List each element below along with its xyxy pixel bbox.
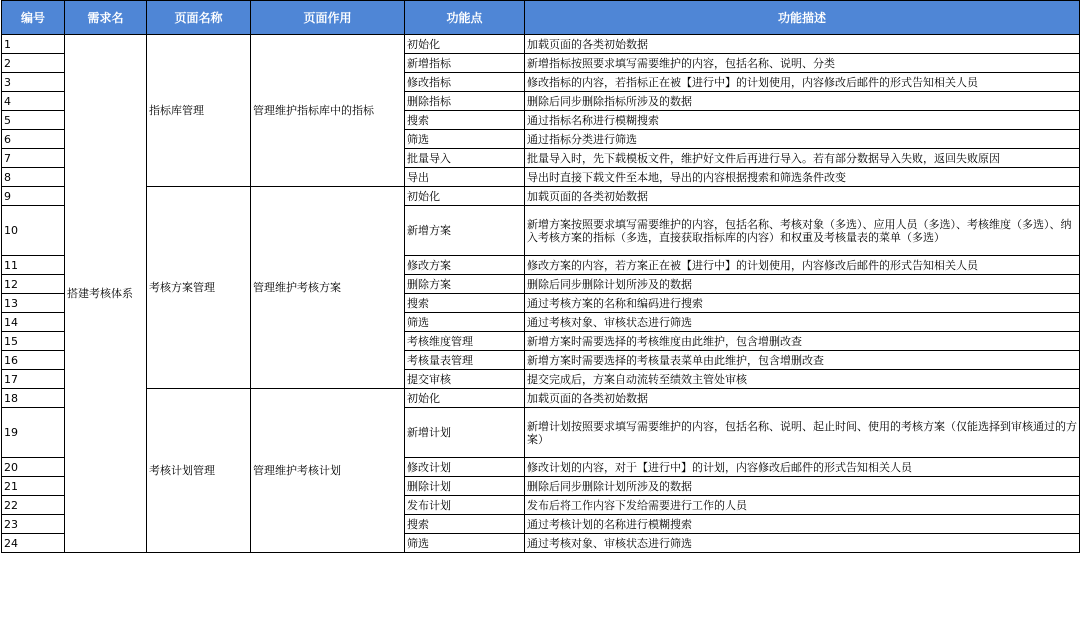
description-cell: 通过考核计划的名称进行模糊搜索	[525, 515, 1080, 534]
feature-cell: 导出	[405, 168, 525, 187]
description-cell: 新增方案按照要求填写需要维护的内容，包括名称、考核对象（多选）、应用人员（多选）、考核维度（多选）、纳入考核方案的指标（多选，直接获取指标库的内容）和权重及考核量表的菜单（多选）	[525, 206, 1080, 256]
description-cell: 新增计划按照要求填写需要维护的内容，包括名称、说明、起止时间、使用的考核方案（仅能选择到审核通过的方案）	[525, 408, 1080, 458]
page-purpose-cell: 管理维护指标库中的指标	[251, 35, 405, 187]
page-name-cell: 指标库管理	[147, 35, 251, 187]
table-row	[2, 187, 1080, 206]
description-cell: 提交完成后，方案自动流转至绩效主管处审核	[525, 370, 1080, 389]
row-id: 6	[2, 130, 65, 149]
description-cell: 删除后同步删除计划所涉及的数据	[525, 275, 1080, 294]
description-cell: 修改计划的内容，对于【进行中】的计划，内容修改后邮件的形式告知相关人员	[525, 458, 1080, 477]
header-feature: 功能点	[405, 1, 525, 35]
feature-cell: 筛选	[405, 313, 525, 332]
row-id: 4	[2, 92, 65, 111]
table-row	[2, 389, 1080, 408]
description-cell: 发布后将工作内容下发给需要进行工作的人员	[525, 496, 1080, 515]
header-description: 功能描述	[525, 1, 1080, 35]
description-cell: 通过考核对象、审核状态进行筛选	[525, 313, 1080, 332]
feature-cell: 修改方案	[405, 256, 525, 275]
row-id: 3	[2, 73, 65, 92]
description-cell: 修改指标的内容，若指标正在被【进行中】的计划使用，内容修改后邮件的形式告知相关人员	[525, 73, 1080, 92]
row-id: 13	[2, 294, 65, 313]
row-id: 10	[2, 206, 65, 256]
row-id: 1	[2, 35, 65, 54]
feature-cell: 搜索	[405, 111, 525, 130]
description-cell: 通过考核方案的名称和编码进行搜索	[525, 294, 1080, 313]
row-id: 17	[2, 370, 65, 389]
description-cell: 导出时直接下载文件至本地，导出的内容根据搜索和筛选条件改变	[525, 168, 1080, 187]
feature-cell: 修改指标	[405, 73, 525, 92]
feature-cell: 新增方案	[405, 206, 525, 256]
description-cell: 加载页面的各类初始数据	[525, 187, 1080, 206]
row-id: 24	[2, 534, 65, 553]
description-cell: 新增指标按照要求填写需要维护的内容，包括名称、说明、分类	[525, 54, 1080, 73]
row-id: 2	[2, 54, 65, 73]
feature-cell: 考核量表管理	[405, 351, 525, 370]
description-cell: 加载页面的各类初始数据	[525, 35, 1080, 54]
description-cell: 新增方案时需要选择的考核维度由此维护，包含增删改查	[525, 332, 1080, 351]
feature-cell: 提交审核	[405, 370, 525, 389]
description-cell: 加载页面的各类初始数据	[525, 389, 1080, 408]
feature-cell: 修改计划	[405, 458, 525, 477]
feature-cell: 删除方案	[405, 275, 525, 294]
page-purpose-cell: 管理维护考核方案	[251, 187, 405, 389]
feature-cell: 搜索	[405, 294, 525, 313]
row-id: 19	[2, 408, 65, 458]
header-page-name: 页面名称	[147, 1, 251, 35]
page-name-cell: 考核计划管理	[147, 389, 251, 553]
table-row	[2, 35, 1080, 54]
header-id: 编号	[2, 1, 65, 35]
row-id: 20	[2, 458, 65, 477]
row-id: 5	[2, 111, 65, 130]
row-id: 22	[2, 496, 65, 515]
description-cell: 修改方案的内容，若方案正在被【进行中】的计划使用，内容修改后邮件的形式告知相关人员	[525, 256, 1080, 275]
feature-cell: 删除计划	[405, 477, 525, 496]
description-cell: 新增方案时需要选择的考核量表菜单由此维护，包含增删改查	[525, 351, 1080, 370]
feature-cell: 初始化	[405, 35, 525, 54]
feature-cell: 新增指标	[405, 54, 525, 73]
feature-cell: 删除指标	[405, 92, 525, 111]
row-id: 12	[2, 275, 65, 294]
description-cell: 通过考核对象、审核状态进行筛选	[525, 534, 1080, 553]
row-id: 11	[2, 256, 65, 275]
feature-cell: 发布计划	[405, 496, 525, 515]
row-id: 9	[2, 187, 65, 206]
description-cell: 通过指标名称进行模糊搜索	[525, 111, 1080, 130]
header-page-purpose: 页面作用	[251, 1, 405, 35]
page-purpose-cell: 管理维护考核计划	[251, 389, 405, 553]
feature-cell: 筛选	[405, 130, 525, 149]
header-requirement: 需求名	[65, 1, 147, 35]
row-id: 14	[2, 313, 65, 332]
page-name-cell: 考核方案管理	[147, 187, 251, 389]
feature-cell: 筛选	[405, 534, 525, 553]
feature-cell: 初始化	[405, 187, 525, 206]
row-id: 18	[2, 389, 65, 408]
row-id: 21	[2, 477, 65, 496]
feature-cell: 新增计划	[405, 408, 525, 458]
description-cell: 删除后同步删除计划所涉及的数据	[525, 477, 1080, 496]
table-header-row	[2, 1, 1080, 35]
description-cell: 删除后同步删除指标所涉及的数据	[525, 92, 1080, 111]
feature-cell: 考核维度管理	[405, 332, 525, 351]
row-id: 23	[2, 515, 65, 534]
description-cell: 通过指标分类进行筛选	[525, 130, 1080, 149]
feature-cell: 搜索	[405, 515, 525, 534]
feature-cell: 批量导入	[405, 149, 525, 168]
row-id: 15	[2, 332, 65, 351]
requirement-name-cell: 搭建考核体系	[65, 35, 147, 553]
row-id: 7	[2, 149, 65, 168]
description-cell: 批量导入时，先下载模板文件，维护好文件后再进行导入。若有部分数据导入失败，返回失败原因	[525, 149, 1080, 168]
feature-cell: 初始化	[405, 389, 525, 408]
row-id: 16	[2, 351, 65, 370]
row-id: 8	[2, 168, 65, 187]
requirements-table	[1, 0, 1080, 553]
